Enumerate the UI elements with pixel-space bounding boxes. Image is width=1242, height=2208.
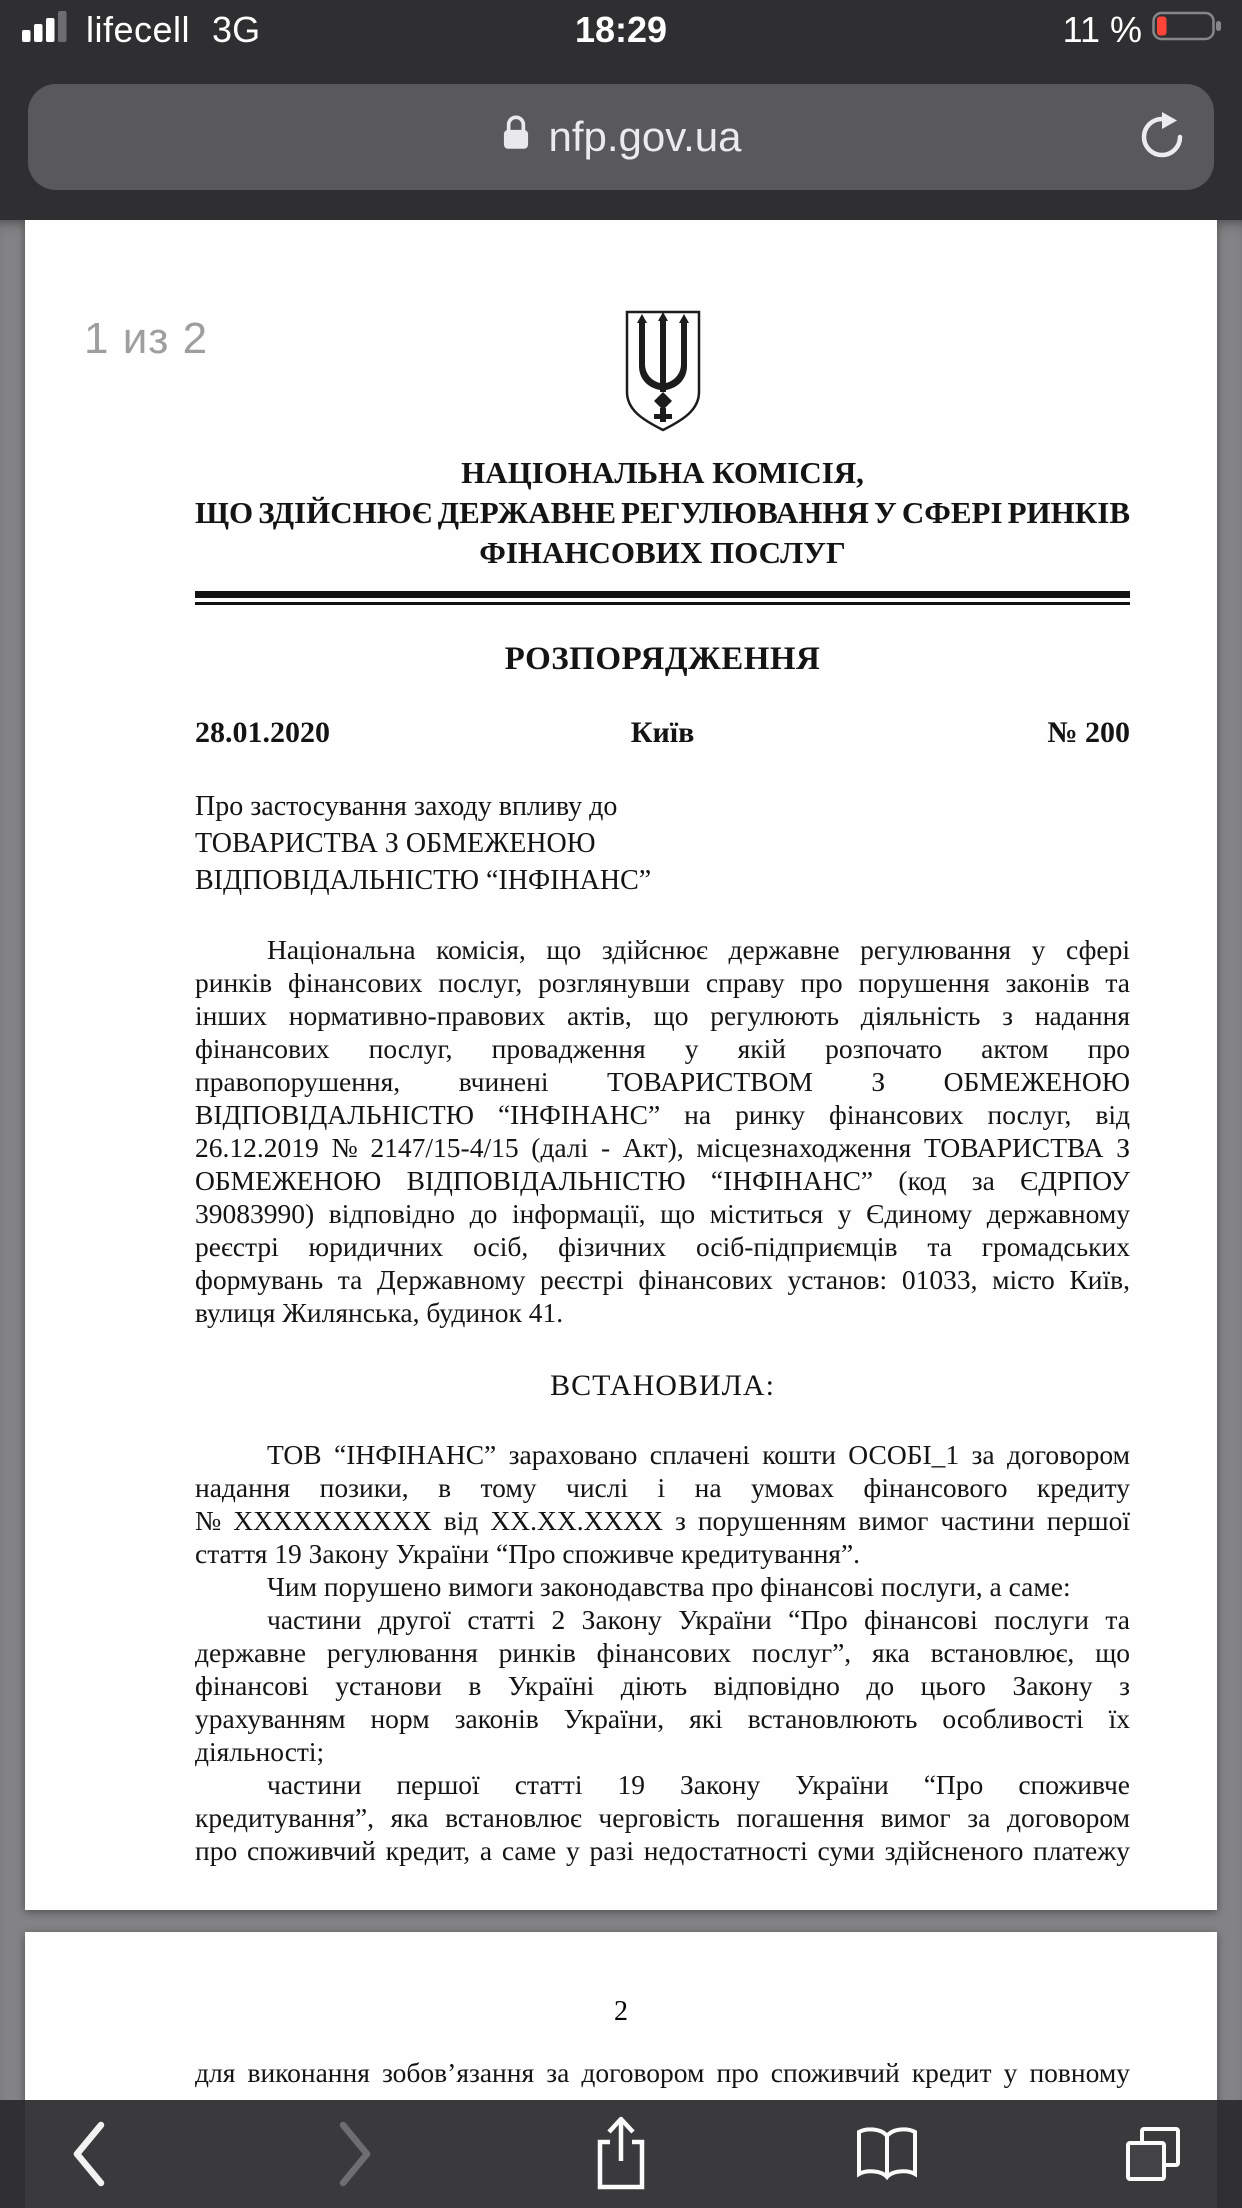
document-line: частини першої статті 19 Закону України “Про споживче — [267, 1769, 1130, 1800]
document-line: кредитування”, яка встановлює черговість погашення вимог за договором — [195, 1802, 1130, 1833]
document-line: 39083990) відповідно до інформації, що міститься у Єдиному державному — [195, 1198, 1130, 1229]
document-line: ринків фінансових послуг, розглянувши справу про порушення законів та — [195, 967, 1130, 998]
document-line: Національна комісія, що здійснює державне регулювання у сфері — [267, 934, 1130, 965]
document-line: надання позики, в тому числі і на умовах фінансового кредиту — [195, 1472, 1130, 1503]
doc-body — [195, 933, 1130, 1867]
browser-bottom-toolbar — [0, 2100, 1242, 2208]
share-button[interactable] — [576, 2104, 666, 2204]
document-paragraph — [195, 1603, 1130, 1768]
document-line: 26.12.2019 № 2147/15-4/15 (далі - Акт), місцезнаходження ТОВАРИСТВА З — [195, 1132, 1130, 1163]
document-line: державне регулювання ринків фінансових послуг”, яка встановлює, що — [195, 1637, 1130, 1668]
page-indicator: 1 из 2 — [84, 314, 209, 363]
date-row — [195, 716, 1130, 750]
lock-icon — [500, 111, 532, 163]
tabs-button[interactable] — [1108, 2104, 1198, 2204]
document-line: стаття 19 Закону України “Про споживче кредитування”. — [195, 1538, 861, 1569]
pdf-scroll-area[interactable] — [0, 220, 1242, 2208]
chevron-left-icon — [69, 2119, 109, 2189]
refresh-button[interactable] — [1136, 111, 1188, 163]
document-line: ОБМЕЖЕНОЮ ВІДПОВІДАЛЬНІСТЮ “ІНФІНАНС” (код за ЄДРПОУ — [195, 1165, 1130, 1196]
document-line: діяльності; — [195, 1736, 325, 1767]
document-line: інших нормативно-правових актів, що регулюють діяльність з надання — [195, 1000, 1130, 1031]
page1-content — [25, 220, 1217, 1867]
doc-date-label: 28.01.2020 — [195, 716, 330, 749]
org-title-line: НАЦІОНАЛЬНА КОМІСІЯ, — [461, 455, 864, 490]
doc-subject-line: ВІДПОВІДАЛЬНІСТЮ “ІНФІНАНС” — [195, 865, 652, 896]
book-icon — [854, 2125, 920, 2183]
doc-subject-line: ТОВАРИСТВА З ОБМЕЖЕНОЮ — [195, 828, 596, 859]
document-line: № ХХХХХХХХХХ від ХХ.ХХ.ХХХХ з порушенням вимог частини першої — [195, 1505, 1130, 1536]
page2-number: 2 — [614, 1996, 628, 2027]
page2-content — [25, 2056, 1217, 2089]
document-paragraph — [195, 933, 1130, 1329]
bookmarks-button[interactable] — [842, 2104, 932, 2204]
document-paragraph — [195, 1438, 1130, 1570]
document-line: реєстрі юридичних осіб, фізичних осіб-підприємців та громадських — [195, 1231, 1130, 1262]
tabs-icon — [1122, 2123, 1184, 2185]
document-line: правопорушення, вчинені ТОВАРИСТВОМ З ОБМЕЖЕНОЮ — [195, 1066, 1130, 1097]
document-line: формувань та Державному реєстрі фінансових установ: 01033, місто Київ, — [195, 1264, 1130, 1295]
clock: 18:29 — [574, 9, 668, 50]
document-line: частини другої статті 2 Закону України “Про фінансові послуги та — [267, 1604, 1130, 1635]
document-line: фінансові установи в Україні діють відповідно до цього Закону з — [195, 1670, 1130, 1701]
org-title — [195, 453, 1130, 573]
org-title-line: ФІНАНСОВИХ ПОСЛУГ — [479, 535, 846, 570]
url-text: nfp.gov.ua — [548, 113, 742, 160]
document-line: ВІДПОВІДАЛЬНІСТЮ “ІНФІНАНС” на ринку фінансових послуг, від — [195, 1099, 1130, 1130]
share-icon — [590, 2114, 652, 2194]
carrier-label: lifecell — [86, 9, 191, 50]
network-type-label: 3G — [212, 9, 261, 50]
document-line: урахуванням норм законів України, які встановлюють особливості їх — [195, 1703, 1130, 1734]
ukraine-trident-icon — [624, 310, 702, 432]
status-bar — [0, 0, 1242, 60]
address-bar-content — [500, 111, 741, 163]
document-line: фінансових послуг, провадження у якій розпочато актом про — [195, 1033, 1130, 1064]
emblem-wrap — [195, 310, 1130, 437]
document-line: про споживчий кредит, а саме у разі недостатності суми здійсненого платежу — [195, 1835, 1130, 1866]
browser-top-chrome — [0, 0, 1242, 220]
doc-subject-line: Про застосування заходу впливу до — [195, 791, 618, 822]
resolution-heading: ВСТАНОВИЛА: — [550, 1369, 775, 1402]
doc-number-label: № 200 — [1047, 716, 1130, 749]
doc-subject — [195, 788, 1130, 899]
page2-first-line: для виконання зобов’язання за договором про споживчий кредит у повному — [195, 2057, 1130, 2088]
document-page-1 — [25, 220, 1217, 1910]
doc-type-title: РОЗПОРЯДЖЕННЯ — [504, 641, 821, 677]
document-line: вулиця Жилянська, будинок 41. — [195, 1297, 564, 1328]
refresh-icon — [1137, 112, 1187, 162]
chevron-right-icon — [335, 2119, 375, 2189]
doc-city-label: Київ — [630, 716, 695, 749]
forward-button[interactable] — [310, 2104, 400, 2204]
org-title-line: ЩО ЗДІЙСНЮЄ ДЕРЖАВНЕ РЕГУЛЮВАННЯ У СФЕРІ РИНКІВ — [195, 495, 1130, 530]
document-line: Чим порушено вимоги законодавства про фінансові послуги, а саме: — [267, 1571, 1071, 1602]
back-button[interactable] — [44, 2104, 134, 2204]
document-paragraph — [195, 1570, 1130, 1603]
document-line: ТОВ “ІНФІНАНС” зараховано сплачені кошти ОСОБІ_1 за договором — [267, 1439, 1130, 1470]
battery-percent-label: 11 % — [1062, 9, 1142, 50]
double-rule — [195, 591, 1130, 605]
document-paragraph — [195, 1768, 1130, 1867]
address-bar[interactable] — [28, 84, 1214, 190]
